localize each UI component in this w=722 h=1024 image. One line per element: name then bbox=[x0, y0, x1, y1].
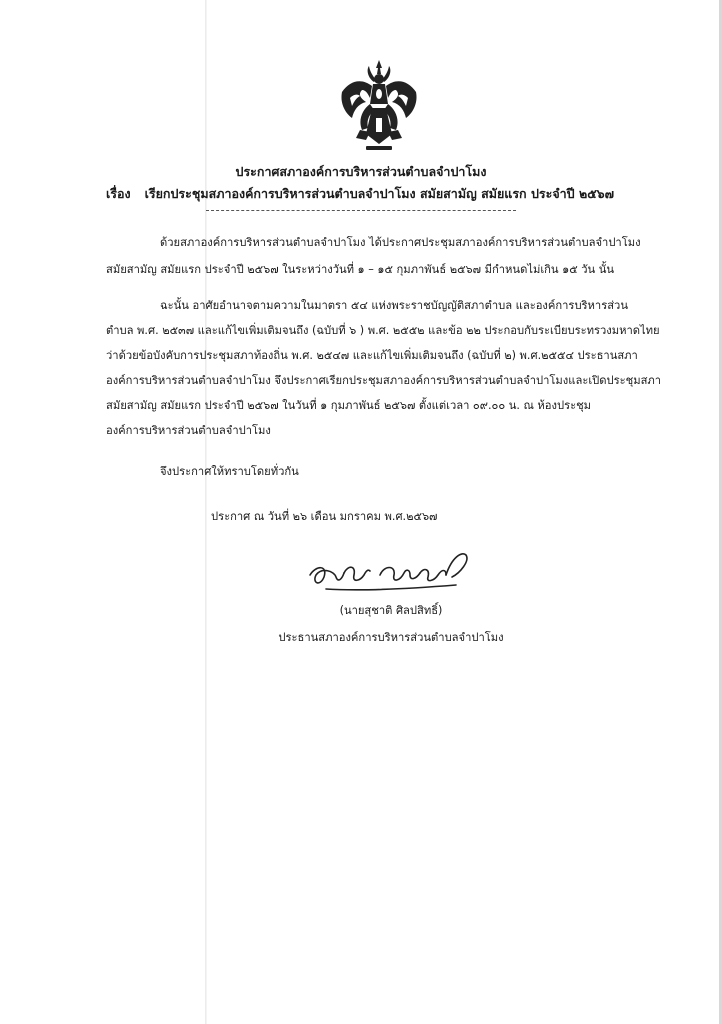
document-title: ประกาศสภาองค์การบริหารส่วนตำบลจำปาโมง bbox=[235, 164, 487, 179]
paragraph-1-line: สมัยสามัญ สมัยแรก ประจำปี ๒๕๖๗ ในระหว่างวันที่ ๑ – ๑๕ กุมภาพันธ์ ๒๕๖๗ มีกำหนดไม่เกิน ๑๕ วัน นั้น bbox=[106, 263, 615, 276]
garuda-emblem-icon bbox=[336, 58, 422, 156]
signatory-name: (นายสุชาติ ศิลปสิทธิ์) bbox=[339, 604, 443, 617]
header-divider bbox=[206, 210, 516, 211]
paragraph-1-line: ด้วยสภาองค์การบริหารส่วนตำบลจำปาโมง ได้ประกาศประชุมสภาองค์การบริหารส่วนตำบลจำปาโมง bbox=[160, 236, 641, 249]
announcement-date: ประกาศ ณ วันที่ ๒๖ เดือน มกราคม พ.ศ.๒๕๖๗ bbox=[211, 510, 438, 523]
handwritten-signature bbox=[306, 547, 476, 595]
paragraph-2-line: ว่าด้วยข้อบังคับการประชุมสภาท้องถิ่น พ.ศ. ๒๕๔๗ และแก้ไขเพิ่มเติมจนถึง (ฉบับที่ ๒) พ.ศ.๒๕๕๔ ประธานสภา bbox=[106, 349, 638, 362]
paragraph-2-line: องค์การบริหารส่วนตำบลจำปาโมง bbox=[106, 424, 271, 437]
paragraph-2-line: สมัยสามัญ สมัยแรก ประจำปี ๒๕๖๗ ในวันที่ ๑ กุมภาพันธ์ ๒๕๖๗ ตั้งแต่เวลา ๐๙.๐๐ น. ณ ห้องประชุม bbox=[106, 399, 592, 412]
signatory-position: ประธานสภาองค์การบริหารส่วนตำบลจำปาโมง bbox=[278, 631, 504, 644]
paragraph-2-line: ฉะนั้น อาศัยอำนาจตามความในมาตรา ๕๔ แห่งพระราชบัญญัติสภาตำบล และองค์การบริหารส่วน bbox=[160, 299, 628, 312]
subject-text: เรียกประชุมสภาองค์การบริหารส่วนตำบลจำปาโมง สมัยสามัญ สมัยแรก ประจำปี ๒๕๖๗ bbox=[144, 186, 614, 201]
subject-label: เรื่อง bbox=[106, 186, 131, 201]
page-fold-line bbox=[205, 0, 207, 1024]
paragraph-2-line: องค์การบริหารส่วนตำบลจำปาโมง จึงประกาศเรียกประชุมสภาองค์การบริหารส่วนตำบลจำปาโมงและเปิดประชุมสภา bbox=[106, 374, 662, 387]
document-subject bbox=[106, 184, 706, 204]
paragraph-2-line: ตำบล พ.ศ. ๒๕๓๗ และแก้ไขเพิ่มเติมจนถึง (ฉบับที่ ๖ ) พ.ศ. ๒๕๕๒ และข้อ ๒๒ ประกอบกับระเบียบระทรวงมหาดไทย bbox=[106, 324, 660, 337]
closing-statement: จึงประกาศให้ทราบโดยทั่วกัน bbox=[160, 465, 299, 478]
